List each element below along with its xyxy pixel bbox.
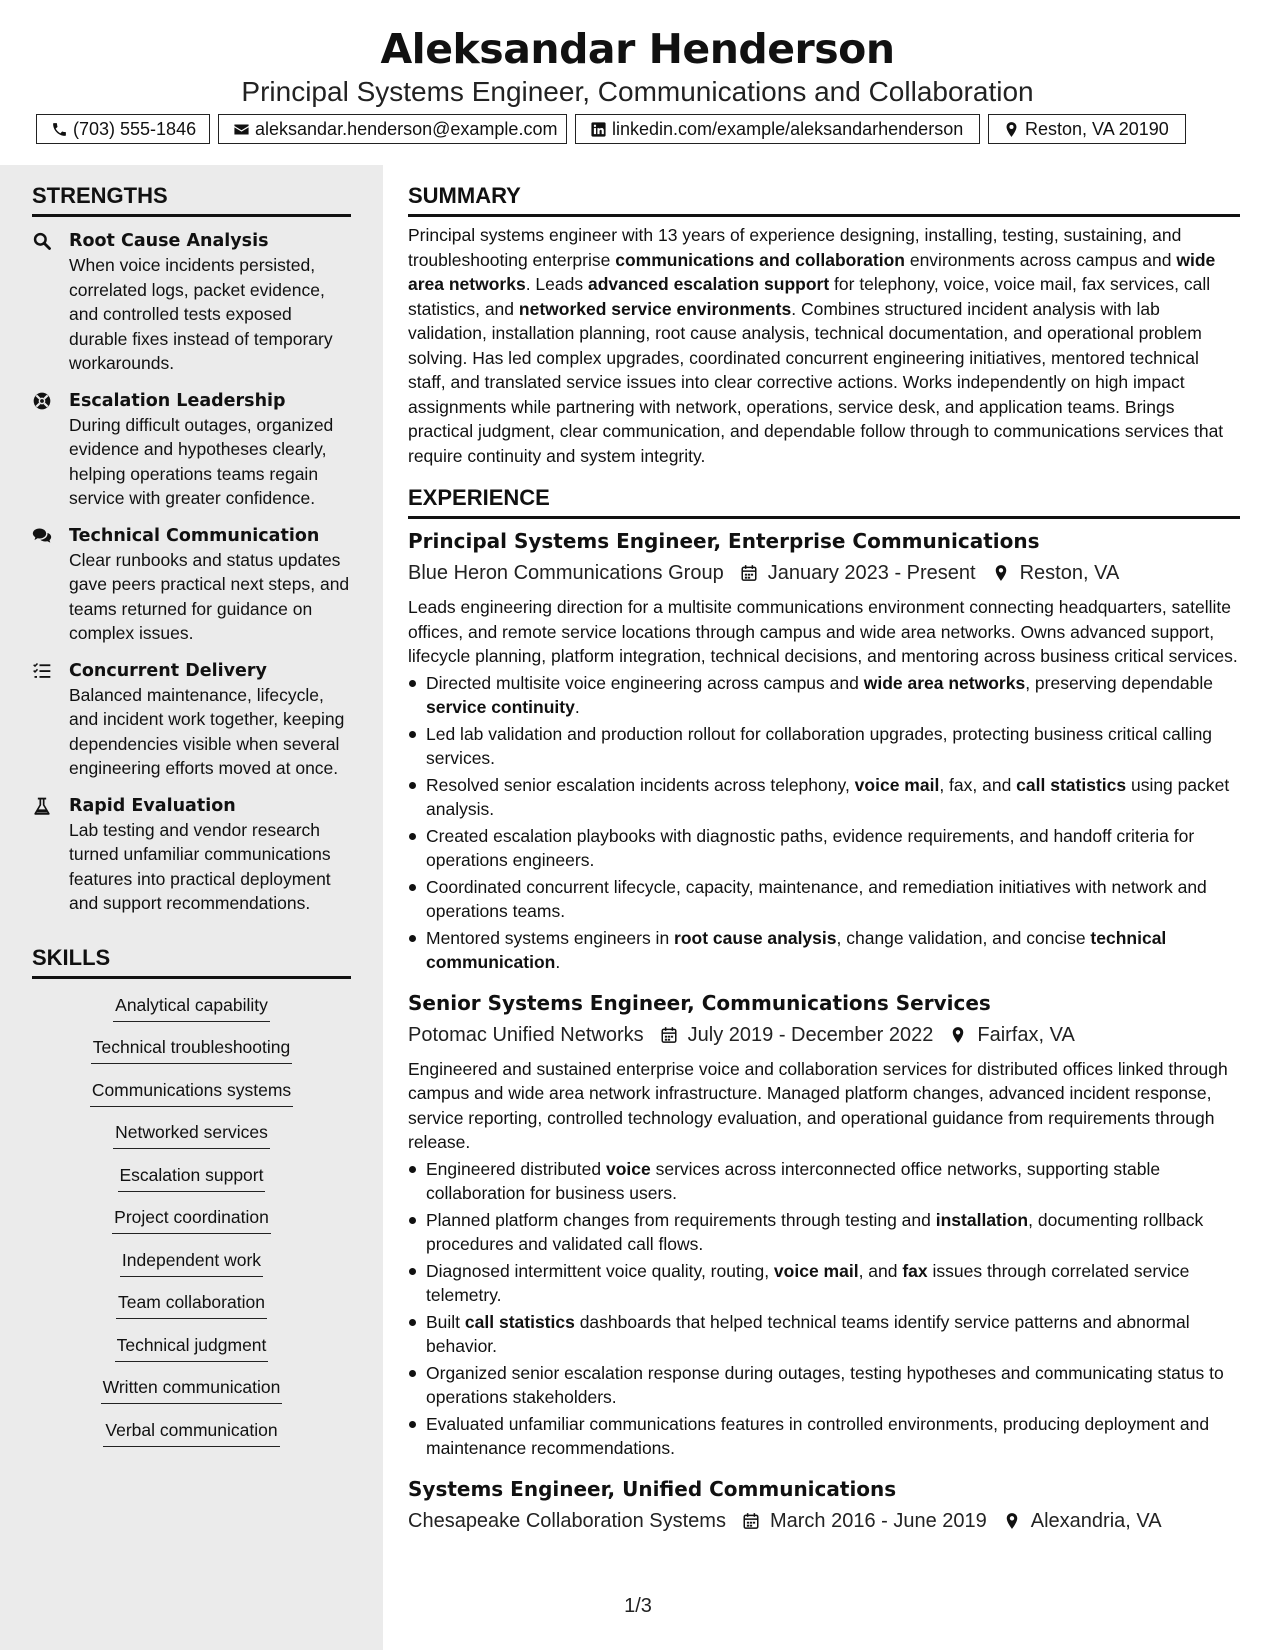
- job-bullet: Coordinated concurrent lifecycle, capacity, maintenance, and remediation initiatives with network and operations teams.: [408, 875, 1240, 924]
- skill-item: Written communication: [101, 1375, 283, 1404]
- contact-linkedin-text: linkedin.com/example/aleksandarhenderson: [612, 118, 964, 139]
- candidate-title: Principal Systems Engineer, Communications and Collaboration: [241, 76, 1034, 107]
- strength-item: [32, 659, 351, 781]
- skills-list: [32, 993, 351, 1447]
- job-meta: [408, 558, 1240, 588]
- skills-heading: SKILLS: [32, 942, 351, 979]
- job-bullets: [408, 1157, 1240, 1461]
- skill-item: Technical judgment: [115, 1333, 269, 1362]
- main-content: [408, 180, 1240, 1536]
- map-pin-icon: [949, 1026, 967, 1044]
- skill-item: Analytical capability: [113, 993, 270, 1022]
- sidebar: [32, 180, 351, 1447]
- skill-item: Project coordination: [112, 1205, 271, 1234]
- job-title: Principal Systems Engineer, Enterprise Communications: [408, 529, 1040, 553]
- job-description: Leads engineering direction for a multisite communications environment connecting headquarters, satellite offices, and remote service locations through campus and wide area networks. Owns advanced support, lifecycle planning, platform integration, technical decisions, and mentoring across business critical services.: [408, 597, 1238, 666]
- job-bullet: Resolved senior escalation incidents across telephony, voice mail, fax, and call statistics using packet analysis.: [408, 773, 1240, 822]
- contact-bar: [36, 114, 1186, 144]
- job-meta: [408, 1506, 1240, 1536]
- job-entry: [408, 989, 1240, 1461]
- emphasis-text: root cause analysis: [674, 927, 837, 948]
- job-bullet: Diagnosed intermittent voice quality, routing, voice mail, and fax issues through correlated service telemetry.: [408, 1259, 1240, 1308]
- strength-description: When voice incidents persisted, correlated logs, packet evidence, and controlled tests exposed durable fixes instead of temporary workarounds.: [69, 255, 333, 373]
- contact-phone-text: (703) 555-1846: [73, 118, 197, 139]
- summary-heading: SUMMARY: [408, 180, 1240, 217]
- strength-item: [32, 229, 351, 376]
- job-dates: March 2016 - June 2019: [769, 1509, 987, 1532]
- job-location: Fairfax, VA: [977, 1023, 1075, 1046]
- emphasis-text: installation: [935, 1209, 1029, 1230]
- skill-item: Escalation support: [118, 1163, 266, 1192]
- job-bullet: Created escalation playbooks with diagnostic paths, evidence requirements, and handoff criteria for operations engineers.: [408, 824, 1240, 873]
- emphasis-text: service continuity: [426, 697, 575, 717]
- map-pin-icon: [992, 564, 1010, 582]
- strength-title: Escalation Leadership: [69, 390, 286, 411]
- map-pin-icon: [1003, 121, 1020, 138]
- skill-item: Technical troubleshooting: [91, 1035, 293, 1064]
- job-bullet: Built call statistics dashboards that helped technical teams identify service patterns and abnormal behavior.: [408, 1310, 1240, 1359]
- emphasis-text: voice mail: [773, 1260, 859, 1281]
- emphasis-text: advanced escalation support: [587, 274, 830, 294]
- job-location: Alexandria, VA: [1030, 1509, 1162, 1532]
- job-bullet: Evaluated unfamiliar communications features in controlled environments, producing deployment and maintenance recommendations.: [408, 1412, 1240, 1461]
- job-bullet: Directed multisite voice engineering across campus and wide area networks, preserving dependable service continuity.: [408, 671, 1240, 720]
- calendar-icon: [740, 564, 758, 582]
- calendar-icon: [660, 1026, 678, 1044]
- job-company: Potomac Unified Networks: [408, 1023, 644, 1046]
- contact-phone[interactable]: [36, 114, 210, 144]
- job-bullet: Mentored systems engineers in root cause analysis, change validation, and concise technical communication.: [408, 926, 1240, 975]
- list-check-icon: [32, 661, 52, 681]
- contact-location[interactable]: [988, 114, 1186, 144]
- contact-email[interactable]: [218, 114, 567, 144]
- strengths-heading: STRENGTHS: [32, 180, 351, 217]
- job-bullets: [408, 671, 1240, 975]
- job-description: Engineered and sustained enterprise voice and collaboration services for distributed offices linked through campus and wide area network infrastructure. Managed platform changes, advanced incident response, service reporting, controlled technology evaluation, and operational guidance from requirements through release.: [408, 1058, 1228, 1152]
- emphasis-text: communications and collaboration: [615, 249, 905, 270]
- strength-title: Rapid Evaluation: [69, 795, 236, 816]
- emphasis-text: voice mail: [854, 774, 940, 795]
- emphasis-text: wide area networks: [863, 672, 1026, 693]
- strength-title: Technical Communication: [69, 525, 320, 546]
- emphasis-text: technical communication: [426, 927, 1167, 972]
- job-bullet: Planned platform changes from requirements through testing and installation, documenting rollback procedures and validated call flows.: [408, 1208, 1240, 1257]
- linkedin-icon: [590, 121, 607, 138]
- phone-icon: [51, 121, 68, 138]
- calendar-icon: [742, 1512, 760, 1530]
- emphasis-text: networked service environments: [518, 298, 792, 319]
- job-dates: January 2023 - Present: [767, 562, 976, 584]
- strength-description: Balanced maintenance, lifecycle, and incident work together, keeping dependencies visible when several engineering efforts moved at once.: [69, 684, 345, 778]
- emphasis-text: voice: [605, 1158, 651, 1179]
- job-title: Systems Engineer, Unified Communications: [408, 1476, 897, 1501]
- lifebuoy-icon: [32, 391, 52, 411]
- strength-title: Root Cause Analysis: [69, 231, 269, 251]
- emphasis-text: fax: [902, 1260, 928, 1281]
- envelope-icon: [233, 121, 250, 138]
- flask-icon: [32, 796, 52, 816]
- emphasis-text: call statistics: [464, 1311, 575, 1332]
- skill-item: Communications systems: [90, 1078, 293, 1107]
- resume-header: [0, 22, 1275, 108]
- job-meta: [408, 1020, 1240, 1050]
- strength-item: [32, 794, 351, 916]
- emphasis-text: wide area networks: [408, 249, 1216, 294]
- job-entry: [408, 527, 1240, 975]
- emphasis-text: call statistics: [1016, 774, 1127, 795]
- map-pin-icon: [1003, 1512, 1021, 1530]
- job-company: Blue Heron Communications Group: [408, 562, 724, 584]
- job-bullet: Led lab validation and production rollout for collaboration upgrades, protecting business critical calling services.: [408, 722, 1240, 771]
- skill-item: Networked services: [113, 1120, 270, 1149]
- contact-linkedin[interactable]: [575, 114, 980, 144]
- strength-description: Lab testing and vendor research turned unfamiliar communications features into practical deployment and support recommendations.: [69, 819, 331, 913]
- experience-heading: EXPERIENCE: [408, 482, 1240, 519]
- search-icon: [32, 231, 52, 251]
- strength-description: During difficult outages, organized evidence and hypotheses clearly, helping operations teams regain service with greater confidence.: [69, 414, 334, 508]
- page-number: 1/3: [624, 1595, 652, 1617]
- strength-title: Concurrent Delivery: [69, 660, 267, 681]
- contact-location-text: Reston, VA 20190: [1025, 118, 1169, 139]
- skill-item: Team collaboration: [116, 1290, 267, 1319]
- job-entry: [408, 1475, 1240, 1536]
- job-bullet: Organized senior escalation response during outages, testing hypotheses and communicating status to operations stakeholders.: [408, 1361, 1240, 1410]
- job-company: Chesapeake Collaboration Systems: [408, 1509, 726, 1532]
- strength-description: Clear runbooks and status updates gave peers practical next steps, and teams returned for guidance on complex issues.: [69, 549, 350, 643]
- job-title: Senior Systems Engineer, Communications Services: [408, 990, 991, 1015]
- job-location: Reston, VA: [1019, 562, 1120, 584]
- job-bullet: Engineered distributed voice services across interconnected office networks, supporting stable collaboration for business users.: [408, 1157, 1240, 1206]
- skill-item: Verbal communication: [103, 1418, 279, 1447]
- strength-item: [32, 389, 351, 511]
- skill-item: Independent work: [120, 1248, 263, 1277]
- comments-icon: [32, 526, 52, 546]
- job-dates: July 2019 - December 2022: [687, 1023, 934, 1046]
- strength-item: [32, 524, 351, 646]
- candidate-name: Aleksandar Henderson: [380, 25, 895, 73]
- contact-email-text: aleksandar.henderson@example.com: [255, 118, 558, 139]
- summary-text: Principal systems engineer with 13 years of experience designing, installing, testing, sustaining, and troubleshooting enterprise communications and collaboration environments across campus and wide area networks. Leads advanced escalation support for telephony, voice, voice mail, fax services, call statistics, and networked service environments. Combines structured incident analysis with lab validation, installation planning, root cause analysis, technical documentation, and operational problem solving. Has led complex upgrades, coordinated concurrent engineering initiatives, mentored technical staff, and translated service issues into clear corrective actions. Works independently on high impact assignments while partnering with network, operations, service desk, and application teams. Brings practical judgment, clear communication, and dependable follow through to communications services that require continuity and system integrity.: [408, 225, 1224, 466]
